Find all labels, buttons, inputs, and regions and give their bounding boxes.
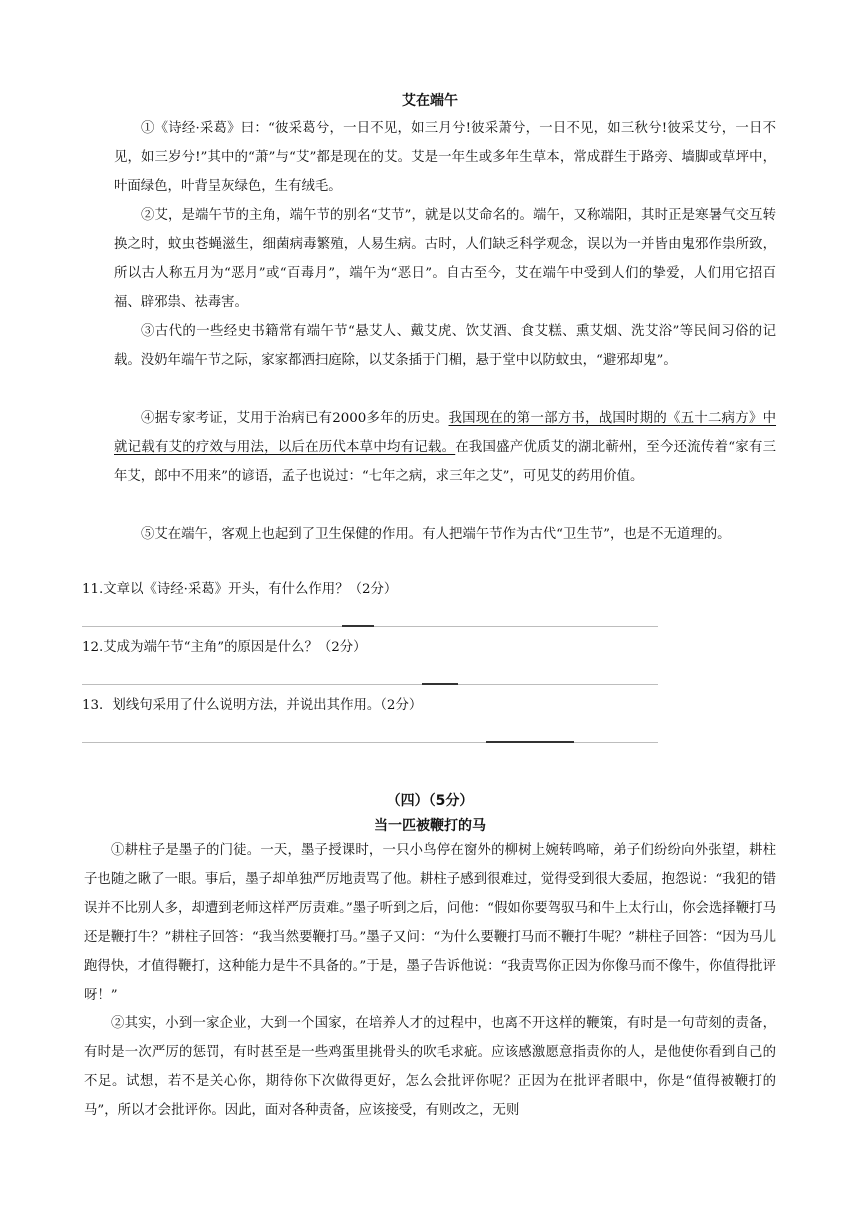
question-11: 11.文章以《诗经·采葛》开头，有什么作用？（2分） (82, 582, 398, 597)
article-title: 艾在端午 (402, 93, 458, 109)
underlined-sentence: 我国现在的第一部方书，战国时期的《五十二病方》中就记载有艾的疗效与用法，以后在历代本草中均有记载。 (114, 411, 777, 455)
paragraph-4-end: 在我国盛产优质艾的湖北蕲州，至今还流传着“家有三年艾，郎中不用来”的谚语，孟子也说过：“七年之病，求三年之艾”，可见艾的药用价值。 (114, 440, 776, 484)
section-heading: （四）（5分） (386, 793, 474, 809)
paragraph-2: ②艾，是端午节的主角，端午节的别名“艾节”，就是以艾命名的。端午，又称端阳，其时正是寒暑气交互转换之时，蚊虫苍蝇滋生，细菌病毒繁殖，人易生病。古时，人们缺乏科学观念，误以为一并皆由鬼邪作祟所致，所以古人称五月为“恶月”或“百毒月”，端午为“恶日”。自古至今，艾在端午中受到人们的挚爱，人们用它招百福、辟邪祟、祛毒害。 (114, 208, 776, 310)
article-2-paragraph-1: ①耕柱子是墨子的门徒。一天，墨子授课时，一只小鸟停在窗外的柳树上婉转鸣啼，弟子们纷纷向外张望，耕柱子也随之瞅了一眼。事后，墨子却单独严厉地责骂了他。耕柱子感到很难过，觉得受到很大委屈，抱怨说：“我犯的错误并不比别人多，却遭到老师这样严厉责难。”墨子听到之后，问他：“假如你要驾驭马和牛上太行山，你会选择鞭打马还是鞭打牛？”耕柱子回答：“我当然要鞭打马。”墨子又问：“为什么要鞭打马而不鞭打牛呢？”耕柱子回答：“因为马儿跑得快，才值得鞭打，这种能力是牛不具备的。”于是，墨子告诉他说：“我责骂你正因为你像马而不像牛，你值得批评呀！” (84, 843, 776, 1003)
question-13: 13．划线句采用了什么说明方法，并说出其作用。（2分） (82, 698, 423, 713)
paragraph-4 (114, 404, 776, 491)
question-12: 12.艾成为端午节“主角”的原因是什么？（2分） (82, 640, 367, 655)
article-2-title: 当一匹被鞭打的马 (374, 818, 486, 834)
article-2-paragraph-2: ②其实，小到一家企业，大到一个国家，在培养人才的过程中，也离不开这样的鞭策，有时是一句苛刻的责备，有时是一次严厉的惩罚，有时甚至是一些鸡蛋里挑骨头的吹毛求疵。应该感激愿意指责你的人，是他使你看到自己的不足。试想，若不是关心你，期待你下次做得更好，怎么会批评你呢？正因为在批评者眼中，你是“值得被鞭打的马”，所以才会批评你。因此，面对各种责备，应该接受，有则改之，无则 (84, 1016, 776, 1118)
answer-line-12[interactable] (82, 684, 658, 685)
paragraph-4-start: ④据专家考证，艾用于治病已有2000多年的历史。 (141, 411, 449, 426)
paragraph-3: ③古代的一些经史书籍常有端午节“悬艾人、戴艾虎、饮艾酒、食艾糕、熏艾烟、洗艾浴”等民间习俗的记载。没奶年端午节之际，家家都洒扫庭除，以艾条插于门楣，悬于堂中以防蚊虫，“避邪却鬼”。 (114, 324, 776, 368)
answer-line-13[interactable] (82, 742, 658, 743)
answer-line-11[interactable] (82, 626, 658, 627)
paragraph-5: ⑤艾在端午，客观上也起到了卫生保健的作用。有人把端午节作为古代“卫生节”，也是不无道理的。 (141, 527, 731, 542)
paragraph-1: ①《诗经·采葛》曰：“彼采葛兮，一日不见，如三月兮!彼采萧兮，一日不见，如三秋兮!彼采艾兮，一日不见，如三岁兮!”其中的“萧”与“艾”都是现在的艾。艾是一年生或多年生草本，常成群生于路旁、墙脚或草坪中，叶面绿色，叶背呈灰绿色，生有绒毛。 (114, 121, 776, 194)
